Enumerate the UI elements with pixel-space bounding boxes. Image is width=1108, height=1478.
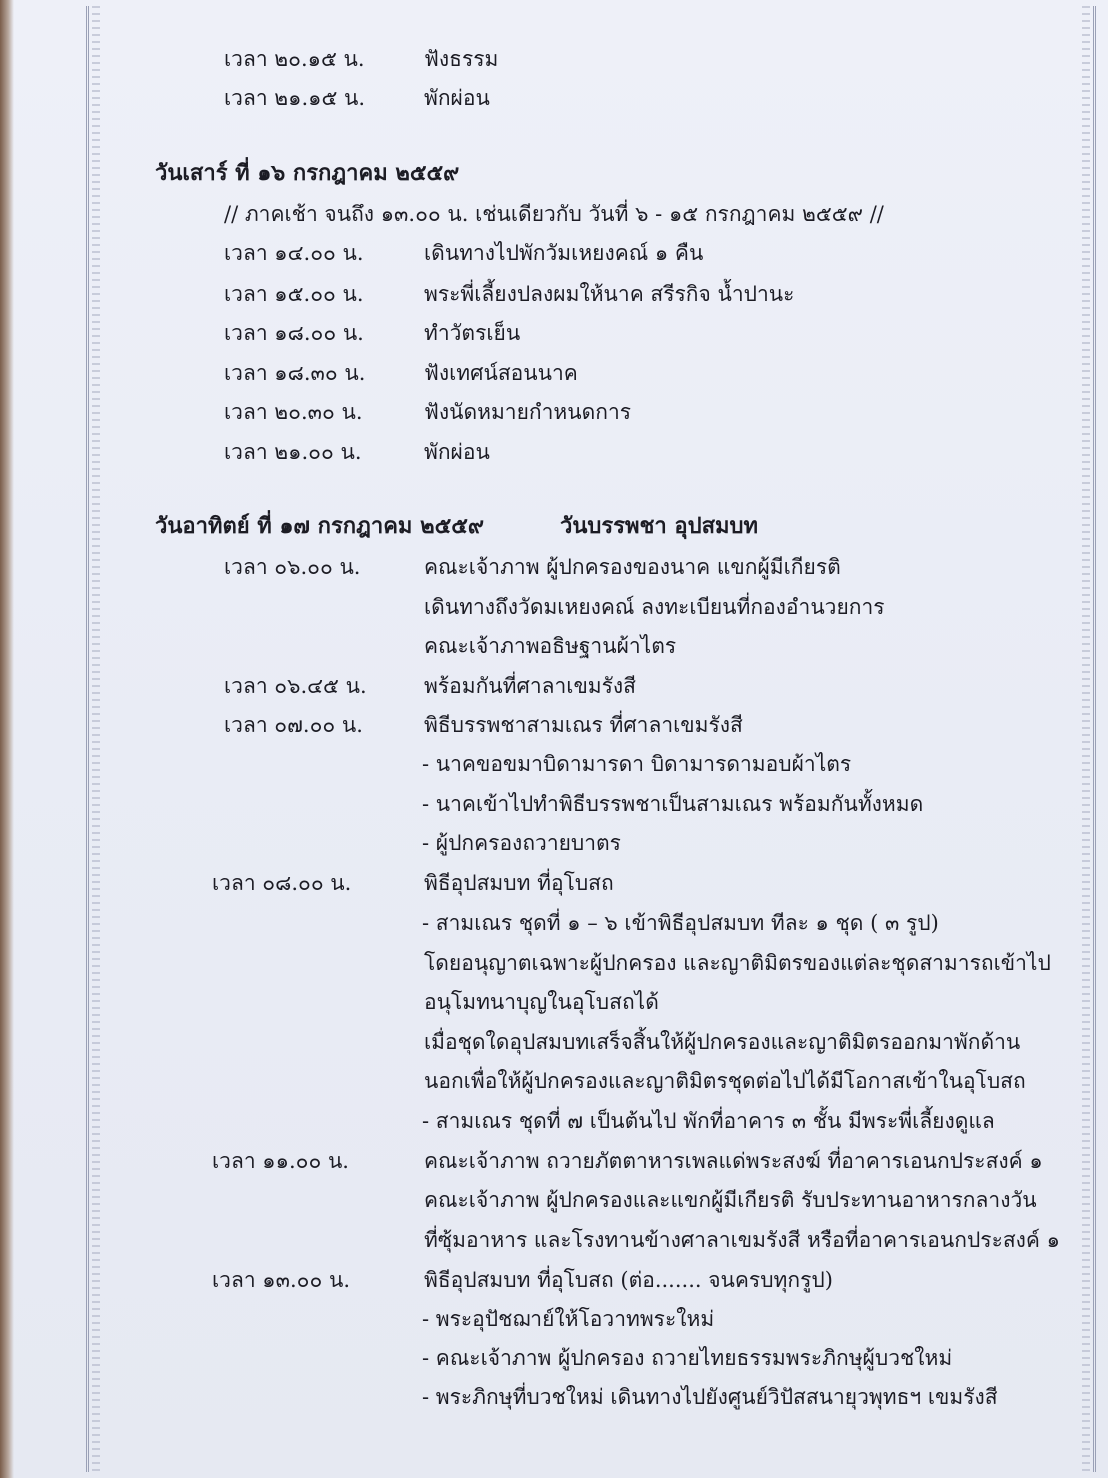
day-heading-saturday: วันเสาร์ ที่ ๑๖ กรกฎาคม ๒๕๕๙ bbox=[155, 160, 460, 186]
time-label: เวลา ๐๘.๐๐ น. bbox=[212, 871, 352, 895]
schedule-text: ทำวัตรเย็น bbox=[424, 321, 521, 345]
schedule-text: พร้อมกันที่ศาลาเขมรังสี bbox=[424, 674, 636, 698]
schedule-text: พิธีอุปสมบท ที่อุโบสถ bbox=[424, 871, 614, 895]
schedule-text: ที่ซุ้มอาหาร และโรงทานข้างศาลาเขมรังสี หรือที่อาคารเอนกประสงค์ ๑ bbox=[424, 1228, 1060, 1252]
time-label: เวลา ๑๘.๓๐ น. bbox=[224, 361, 366, 385]
schedule-text: คณะเจ้าภาพ ผู้ปกครองของนาค แขกผู้มีเกียรติ bbox=[424, 555, 841, 579]
time-label: เวลา ๒๑.๑๕ น. bbox=[224, 86, 366, 110]
schedule-text: เดินทางไปพักวัมเหยงคณ์ ๑ คืน bbox=[424, 241, 704, 265]
schedule-text: พิธีบรรพชาสามเณร ที่ศาลาเขมรังสี bbox=[424, 713, 743, 737]
schedule-text: คณะเจ้าภาพ ถวายภัตตาหารเพลแด่พระสงฆ์ ที่อาคารเอนกประสงค์ ๑ bbox=[424, 1149, 1043, 1173]
schedule-text: - สามเณร ชุดที่ ๗ เป็นต้นไป พักที่อาคาร ๓ ชั้น มีพระพี่เลี้ยงดูแล bbox=[422, 1109, 995, 1133]
schedule-text: - พระอุปัชฌาย์ให้โอวาทพระใหม่ bbox=[422, 1307, 715, 1331]
time-label: เวลา ๒๐.๑๕ น. bbox=[224, 47, 365, 71]
time-label: เวลา ๑๓.๐๐ น. bbox=[212, 1268, 351, 1292]
schedule-text: เดินทางถึงวัดมเหยงคณ์ ลงทะเบียนที่กองอำนวยการ bbox=[424, 595, 885, 619]
schedule-text: พระพี่เลี้ยงปลงผมให้นาค สรีรกิจ น้ำปานะ bbox=[424, 282, 795, 306]
time-label: เวลา ๑๕.๐๐ น. bbox=[224, 282, 364, 306]
schedule-text: ฟังธรรม bbox=[424, 47, 499, 71]
time-label: เวลา ๑๔.๐๐ น. bbox=[224, 241, 364, 265]
schedule-text: เมื่อชุดใดอุปสมบทเสร็จสิ้นให้ผู้ปกครองและญาติมิตรออกมาพักด้าน bbox=[424, 1030, 1021, 1054]
schedule-text: - นาคเข้าไปทำพิธีบรรพชาเป็นสามเณร พร้อมกันทั้งหมด bbox=[422, 792, 924, 816]
schedule-text: พักผ่อน bbox=[424, 86, 490, 110]
schedule-text: คณะเจ้าภาพอธิษฐานผ้าไตร bbox=[424, 634, 677, 658]
schedule-text: นอกเพื่อให้ผู้ปกครองและญาติมิตรชุดต่อไปได้มีโอกาสเข้าในอุโบสถ bbox=[424, 1069, 1026, 1093]
time-label: เวลา ๐๖.๔๕ น. bbox=[224, 674, 367, 698]
time-label: เวลา ๐๖.๐๐ น. bbox=[224, 555, 361, 579]
day-heading-event: วันบรรพชา อุปสมบท bbox=[560, 513, 759, 539]
time-label: เวลา ๐๗.๐๐ น. bbox=[224, 713, 363, 737]
schedule-text: - ผู้ปกครองถวายบาตร bbox=[422, 831, 621, 855]
schedule-text: คณะเจ้าภาพ ผู้ปกครองและแขกผู้มีเกียรติ รับประทานอาหารกลางวัน bbox=[424, 1188, 1037, 1212]
time-label: เวลา ๒๐.๓๐ น. bbox=[224, 400, 363, 424]
schedule-text: ฟังนัดหมายกำหนดการ bbox=[424, 400, 632, 424]
page-edge-shadow bbox=[0, 0, 14, 1478]
schedule-text: - คณะเจ้าภาพ ผู้ปกครอง ถวายไทยธรรมพระภิกษุผู้บวชใหม่ bbox=[422, 1346, 953, 1370]
schedule-text: อนุโมทนาบุญในอุโบสถได้ bbox=[424, 990, 659, 1014]
time-label: เวลา ๑๑.๐๐ น. bbox=[212, 1149, 349, 1173]
day-heading-sunday: วันอาทิตย์ ที่ ๑๗ กรกฎาคม ๒๕๕๙ bbox=[155, 513, 485, 539]
schedule-text: ฟังเทศน์สอนนาค bbox=[424, 361, 578, 385]
schedule-text: - พระภิกษุที่บวชใหม่ เดินทางไปยังศูนย์วิปัสสนายุวพุทธฯ เขมรังสี bbox=[422, 1385, 998, 1409]
schedule-text: - นาคขอขมาบิดามารดา บิดามารดามอบผ้าไตร bbox=[422, 752, 852, 776]
time-label: เวลา ๒๑.๐๐ น. bbox=[224, 440, 362, 464]
schedule-text: พักผ่อน bbox=[424, 440, 490, 464]
schedule-text: โดยอนุญาตเฉพาะผู้ปกครอง และญาติมิตรของแต่ละชุดสามารถเข้าไป bbox=[424, 951, 1051, 975]
schedule-text: - สามเณร ชุดที่ ๑ – ๖ เข้าพิธีอุปสมบท ทีละ ๑ ชุด ( ๓ รูป) bbox=[422, 911, 939, 935]
schedule-note: // ภาคเช้า จนถึง ๑๓.๐๐ น. เช่นเดียวกับ วันที่ ๖ - ๑๕ กรกฎาคม ๒๕๕๙ // bbox=[224, 202, 884, 226]
schedule-text: พิธีอุปสมบท ที่อุโบสถ (ต่อ....... จนครบทุกรูป) bbox=[424, 1268, 833, 1292]
time-label: เวลา ๑๘.๐๐ น. bbox=[224, 321, 364, 345]
